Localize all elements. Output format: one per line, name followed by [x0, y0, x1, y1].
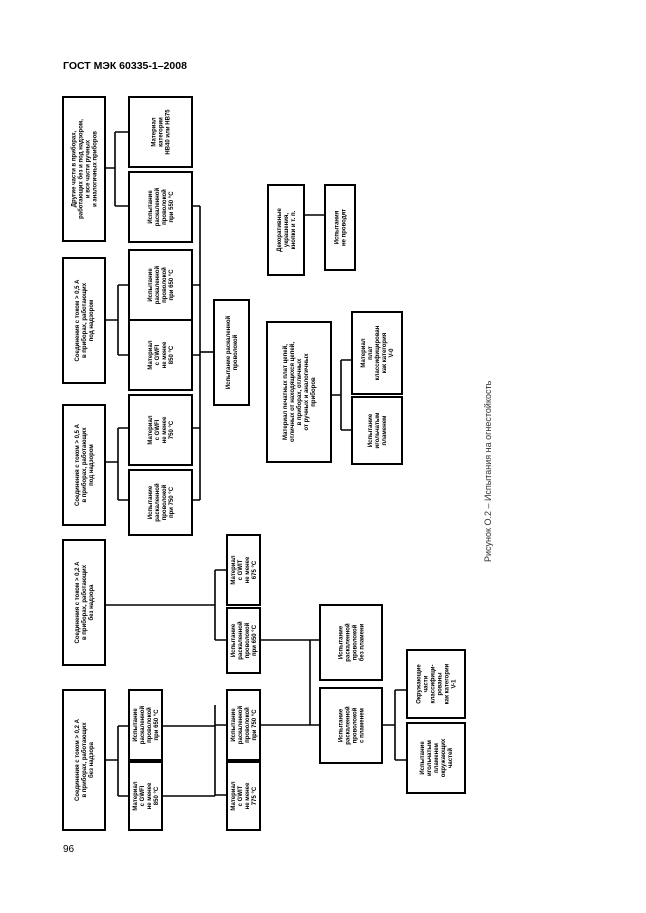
- box-glow-test-center-label: Испытание раскаленнойпроволокой: [226, 315, 239, 390]
- document-header: ГОСТ МЭК 60335-1–2008: [63, 60, 187, 72]
- box-glow-no-flame-label: Испытаниераскаленнойпроволокойбез пламени: [338, 623, 366, 662]
- box-conn-02-unsupervised-2-label: Соединения с током > 0,2 Ав приборах, работающихбез надзора: [75, 719, 95, 801]
- box-glow-650-label: Испытаниераскаленнойпроволокойпри 650 °С: [148, 265, 175, 305]
- box-gwfi-750-label: Материалс GWFIне менее750 °С: [148, 415, 175, 445]
- box-gwfi-850-label: Материалс GWFIне менее850 °С: [148, 340, 175, 370]
- boxes: [63, 97, 465, 830]
- page-number: 96: [63, 844, 75, 855]
- box-glow-flame-label: Испытаниераскаленнойпроволокойс пламенем: [338, 706, 366, 745]
- box-glow-650-c-label: Испытаниераскаленнойпроволокойпри 650 °С: [133, 705, 160, 745]
- box-material-category-label: МатериалкатегорииHB40 или HB75: [151, 109, 172, 155]
- box-decor-label: Декоративныеукрашения,кнопки и т. п.: [277, 208, 297, 252]
- box-no-test-label: Испытанияне проводят: [334, 208, 348, 247]
- box-conn-05-supervised-label: Соединения с током > 0,5 Ав приборах, работающихпод надзором: [75, 279, 95, 362]
- box-conn-02-unsupervised-label: Соединения с током > 0,2 Ав приборах, работающихбез надзора: [75, 561, 95, 644]
- box-glow-750-b-label: Испытаниераскаленнойпроволокойпри 750 °С: [231, 705, 258, 745]
- box-material-v0-label: Материалплатклассифицированкак категорияV-0: [361, 325, 395, 381]
- box-conn-05-supervised-2-label: Соединения с током > 0,5 Ав приборах, работающихпод надзором: [75, 424, 95, 506]
- box-material-pcb-label: Материал печатных плат цепей,отличных от находящихся цепей,в приборах, отличныхот ручных и аналогичныхприборов: [283, 341, 317, 443]
- box-other-parts-label: Другие части в приборах,работающих без и под надзором,и все части ручныхи аналогичных приборов: [71, 119, 99, 219]
- box-needle-parts-label: Испытаниеигольчатымпламенемокружающихчастей: [420, 738, 454, 778]
- box-glow-650-b-label: Испытаниераскаленнойпроволокойпри 650 °С: [231, 621, 258, 660]
- box-gwit-675-label: Материалс GWITне менее675 °С: [231, 555, 258, 585]
- box-needle-flame-label: Испытаниеигольчатымпламенем: [368, 412, 388, 449]
- box-glow-550-a-label: Испытаниераскаленнойпроволокойпри 550 °С: [148, 187, 175, 227]
- box-parts-category-label: Окружающиечастиклассифици-рованыкак категорииV-1: [416, 663, 458, 705]
- box-gwit-775-label: Материалс GWITне менее775 °С: [231, 781, 258, 811]
- box-gwfi-850-b-label: Материалс GWFIне менее850 °С: [133, 781, 160, 811]
- box-glow-750-a-label: Испытаниераскаленнойпроволокойпри 750 °С: [148, 483, 175, 522]
- figure-caption: Рисунок О.2 – Испытания на огнестойкость: [483, 380, 493, 562]
